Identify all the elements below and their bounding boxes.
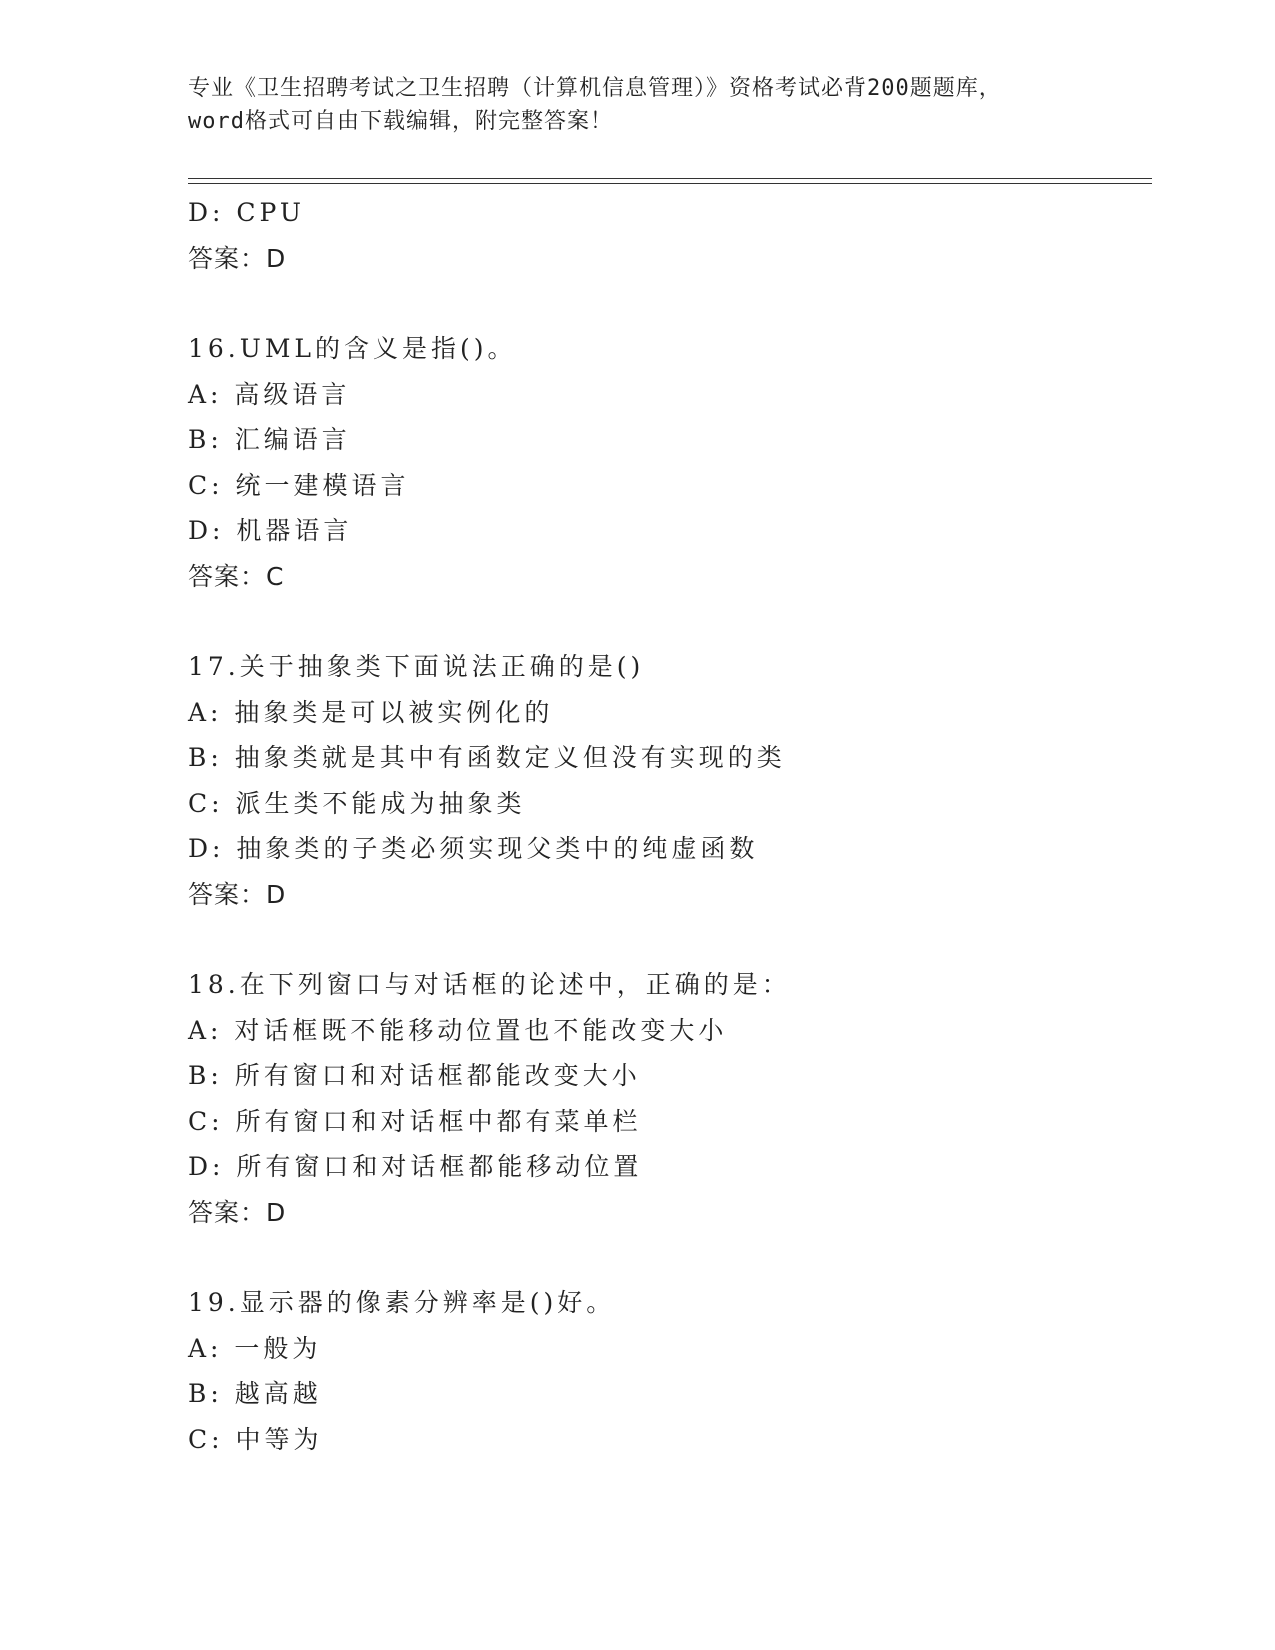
option-a: A: 对话框既不能移动位置也不能改变大小 — [188, 1015, 728, 1045]
document-header — [188, 72, 1088, 138]
option-b: B: 抽象类就是其中有函数定义但没有实现的类 — [188, 743, 786, 772]
question-stem: 16.UML的含义是指()。 — [188, 334, 517, 363]
option-c: C: 派生类不能成为抽象类 — [188, 788, 526, 818]
question-15-tail — [188, 190, 1148, 281]
option-a: A: 高级语言 — [188, 379, 351, 409]
spacer — [188, 599, 1148, 644]
question-stem: 17.关于抽象类下面说法正确的是() — [188, 652, 645, 681]
option-d: D: 机器语言 — [188, 516, 353, 545]
answer: 答案：D — [188, 243, 287, 273]
option-c: C: 统一建模语言 — [188, 470, 410, 500]
header-divider-top — [188, 178, 1152, 179]
option-d: D: CPU — [188, 198, 305, 227]
document-body — [188, 190, 1148, 1462]
answer: 答案：D — [188, 879, 287, 909]
question-16 — [188, 326, 1148, 599]
question-19 — [188, 1280, 1148, 1462]
answer: 答案：C — [188, 561, 285, 591]
option-c: C: 所有窗口和对话框中都有菜单栏 — [188, 1106, 642, 1136]
spacer — [188, 917, 1148, 962]
header-line-2: word格式可自由下载编辑，附完整答案！ — [188, 109, 613, 134]
option-d: D: 抽象类的子类必须实现父类中的纯虚函数 — [188, 834, 759, 863]
spacer — [188, 281, 1148, 326]
question-stem: 18.在下列窗口与对话框的论述中，正确的是： — [188, 970, 791, 999]
option-b: B: 越高越 — [188, 1379, 322, 1408]
option-c: C: 中等为 — [188, 1424, 323, 1454]
answer: 答案：D — [188, 1197, 287, 1227]
option-b: B: 所有窗口和对话框都能改变大小 — [188, 1061, 641, 1090]
option-a: A: 一般为 — [188, 1333, 322, 1363]
spacer — [188, 1235, 1148, 1280]
header-line-1: 专业《卫生招聘考试之卫生招聘（计算机信息管理）》资格考试必背200题题库， — [188, 76, 1002, 101]
option-b: B: 汇编语言 — [188, 425, 351, 454]
option-a: A: 抽象类是可以被实例化的 — [188, 697, 554, 727]
question-18 — [188, 962, 1148, 1235]
header-divider-bottom — [188, 183, 1152, 184]
option-d: D: 所有窗口和对话框都能移动位置 — [188, 1152, 643, 1181]
question-stem: 19.显示器的像素分辨率是()好。 — [188, 1288, 616, 1317]
question-17 — [188, 644, 1148, 917]
